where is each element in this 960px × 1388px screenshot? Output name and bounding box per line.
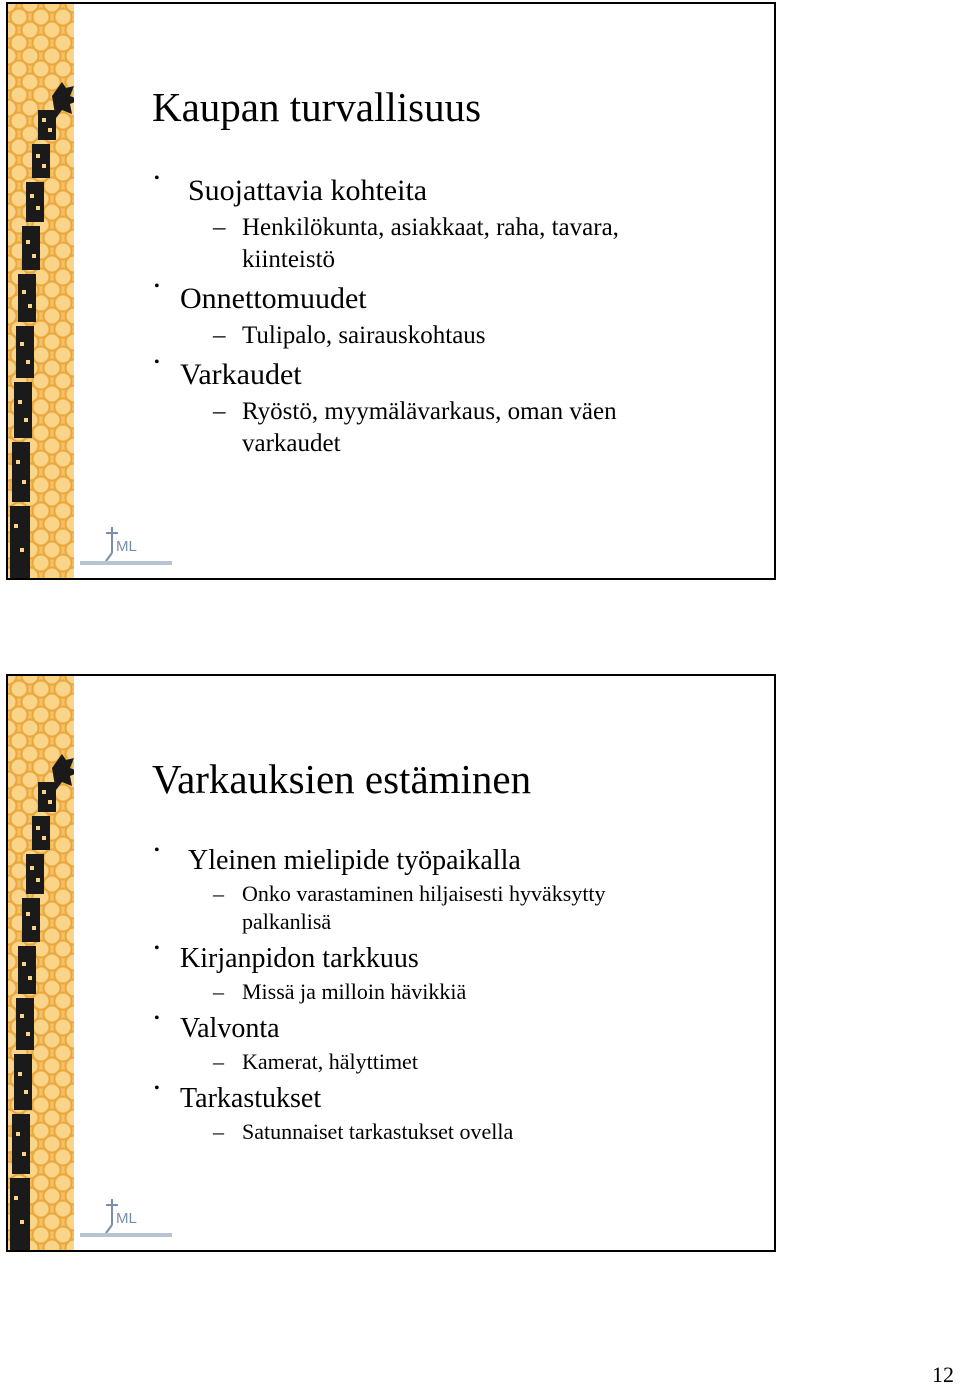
giraffe-icon <box>8 676 74 1252</box>
list-item <box>152 278 754 354</box>
sub-item <box>180 1118 754 1150</box>
bullet-list <box>152 842 754 1150</box>
svg-text:ML: ML <box>116 1210 137 1227</box>
sub-text-line: Missä ja milloin hävikkiä <box>242 979 467 1004</box>
bullet-text: Suojattavia kohteita <box>188 174 428 207</box>
list-item <box>152 1010 754 1080</box>
tml-logo <box>76 1193 176 1248</box>
sub-text-line: Onko varastaminen hiljaisesti hyväksytty <box>242 881 606 906</box>
dash-marker: – <box>213 1049 224 1074</box>
sub-text-line: Satunnaiset tarkastukset ovella <box>242 1119 514 1144</box>
sub-text-line: varkaudet <box>242 430 341 457</box>
dash-marker: – <box>213 398 226 425</box>
bullet-text: Yleinen mielipide työpaikalla <box>188 845 521 876</box>
bullet-text: Varkaudet <box>180 358 302 391</box>
dash-marker: – <box>213 1119 224 1144</box>
honeycomb-strip <box>8 4 74 578</box>
slide-title: Varkauksien estäminen <box>152 756 532 802</box>
list-item <box>152 940 754 1010</box>
list-item <box>152 842 754 940</box>
bullet-marker: • <box>154 278 160 295</box>
bullet-marker: • <box>154 842 160 859</box>
sub-item <box>180 880 754 940</box>
slide-1 <box>6 2 776 580</box>
sub-text-line: kiinteistö <box>242 246 336 273</box>
sub-item <box>180 1048 754 1080</box>
bullet-text: Onnettomuudet <box>180 282 367 315</box>
list-item <box>152 170 754 278</box>
sub-item <box>180 320 754 354</box>
giraffe-icon <box>8 4 74 580</box>
svg-text:ML: ML <box>116 538 137 555</box>
sub-item <box>180 978 754 1010</box>
bullet-marker: • <box>154 940 160 957</box>
sub-text-line: Henkilökunta, asiakkaat, raha, tavara, <box>242 214 619 241</box>
list-item <box>152 1080 754 1150</box>
sub-text-line: Ryöstö, myymälävarkaus, oman väen <box>242 398 617 425</box>
sub-text-line: Tulipalo, sairauskohtaus <box>242 322 486 349</box>
dash-marker: – <box>213 322 226 349</box>
sub-item <box>180 396 754 462</box>
bullet-text: Valvonta <box>180 1013 280 1044</box>
honeycomb-strip <box>8 676 74 1250</box>
sub-item <box>180 212 754 278</box>
tml-logo <box>76 521 176 576</box>
page-number: 12 <box>932 1362 954 1387</box>
sub-text-line: Kamerat, hälyttimet <box>242 1049 418 1074</box>
bullet-text: Kirjanpidon tarkkuus <box>180 943 419 974</box>
dash-marker: – <box>213 881 224 906</box>
bullet-marker: • <box>154 170 160 187</box>
dash-marker: – <box>213 979 224 1004</box>
bullet-marker: • <box>154 354 160 371</box>
slide-2 <box>6 674 776 1252</box>
bullet-text: Tarkastukset <box>180 1083 322 1114</box>
list-item <box>152 354 754 462</box>
dash-marker: – <box>213 214 226 241</box>
bullet-marker: • <box>154 1080 160 1097</box>
bullet-marker: • <box>154 1010 160 1027</box>
sub-text-line: palkanlisä <box>242 909 332 934</box>
bullet-list <box>152 170 754 462</box>
slide-title: Kaupan turvallisuus <box>152 84 482 130</box>
